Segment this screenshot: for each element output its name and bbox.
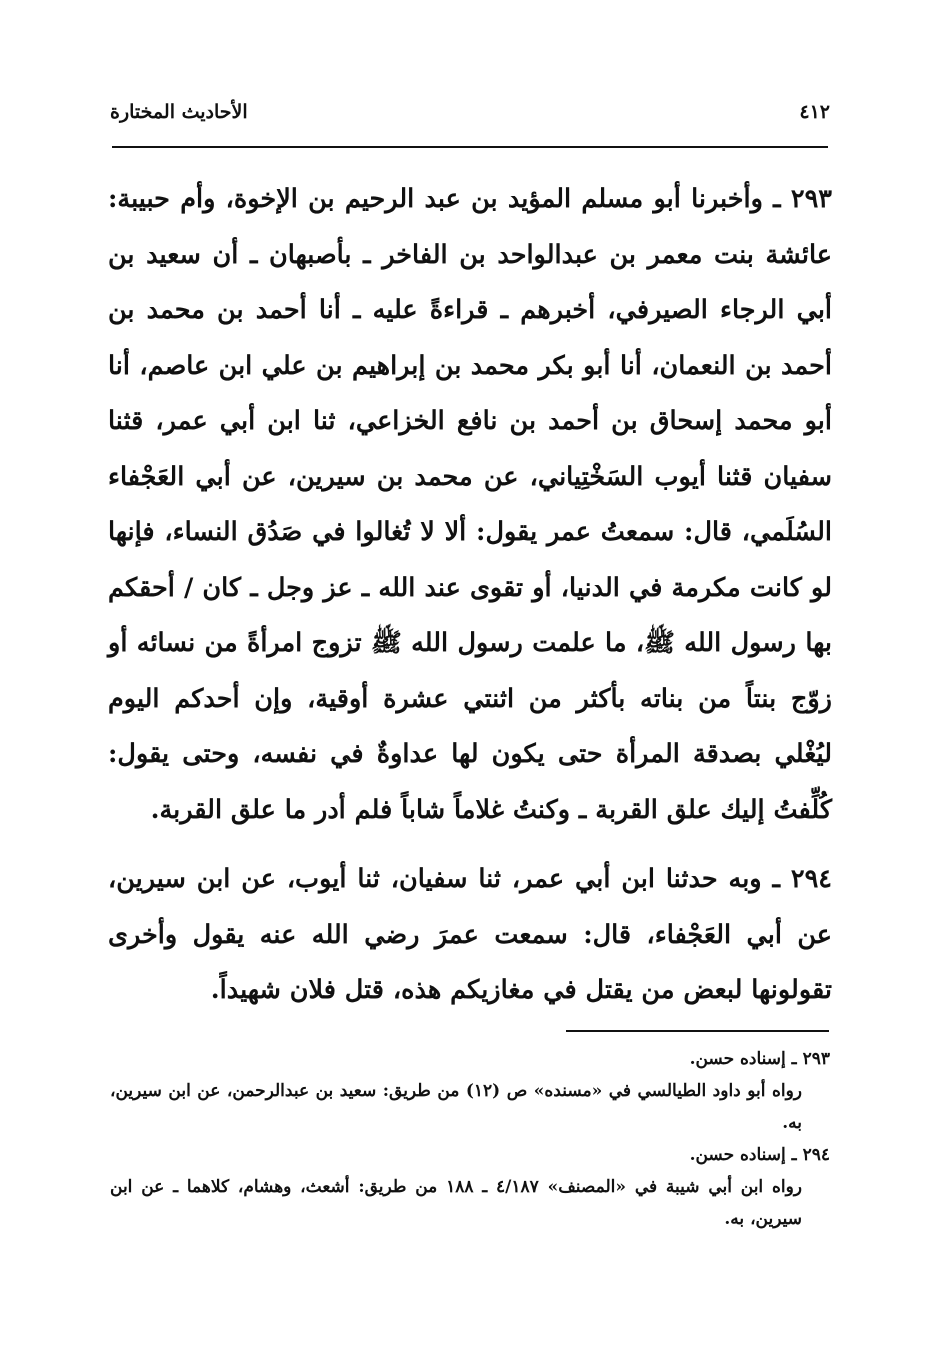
hadith-294: ٢٩٤ ـ وبه حدثنا ابن أبي عمر، ثنا سفيان، ثنا أيوب، عن ابن سيرين، عن أبي العَجْفاء، قال: سمعت عمرَ رضي الله عنه يقول وأخرى تقولونها لبعض من يقتل في مغازيكم هذه، قتل فلان شهيداً.	[108, 864, 832, 1005]
footnote-divider	[566, 1030, 829, 1032]
footnote-294-label: ٢٩٤ ـ إسناده حسن.	[689, 1145, 830, 1165]
footnote-293-text: رواه أبو داود الطيالسي في «مسنده» ص (١٢) من طريق: سعيد بن عبدالرحمن، عن ابن سيرين، به.	[110, 1081, 802, 1133]
footnote-294-text: رواه ابن أبي شيبة في «المصنف» ٤/١٨٧ ـ ١٨٨ من طريق: أشعث، وهشام، كلاهما ـ عن ابن سيرين، به.	[110, 1177, 802, 1229]
book-title: الأحاديث المختارة	[110, 101, 248, 123]
page-number: ٤١٢	[799, 101, 830, 123]
main-text	[108, 172, 832, 1019]
page-header	[110, 92, 830, 132]
hadith-293: ٢٩٣ ـ وأخبرنا أبو مسلم المؤيد بن عبد الرحيم بن الإخوة، وأم حبيبة: عائشة بنت معمر بن عبدالواحد بن الفاخر ـ بأصبهان ـ أن سعيد بن أبي الرجاء الصيرفي، أخبرهم ـ قراءةً عليه ـ أنا أحمد بن محمد بن أحمد بن النعمان، أنا أبو بكر محمد بن إبراهيم بن علي ابن عاصم، أنا أبو محمد إسحاق بن أحمد بن نافع الخزاعي، ثنا ابن أبي عمر، قثنا سفيان قثنا أيوب السَخْتِياني، عن محمد بن سيرين، عن أبي العَجْفاء السُلَمي، قال: سمعتُ عمر يقول: ألا لا تُغالوا في صَدُق النساء، فإنها لو كانت مكرمة في الدنيا، أو تقوى عند الله ـ عز وجل ـ كان / أحقكم بها رسول الله ﷺ، ما علمت رسول الله ﷺ تزوج امرأةً من نسائه أو زوّج بنتاً من بناته بأكثر من اثنتي عشرة أوقية، وإن أحدكم اليوم ليُغْلي بصدقة المرأة حتى يكون لها عداوةٌ في نفسه، وحتى يقول: كُلِّفتُ إليك علق القربة ـ وكنتُ غلاماً شاباً فلم أدر ما علق القربة.	[108, 184, 832, 825]
footnote-293-label: ٢٩٣ ـ إسناده حسن.	[689, 1049, 830, 1069]
footnotes	[110, 1043, 830, 1235]
header-divider	[112, 146, 828, 148]
